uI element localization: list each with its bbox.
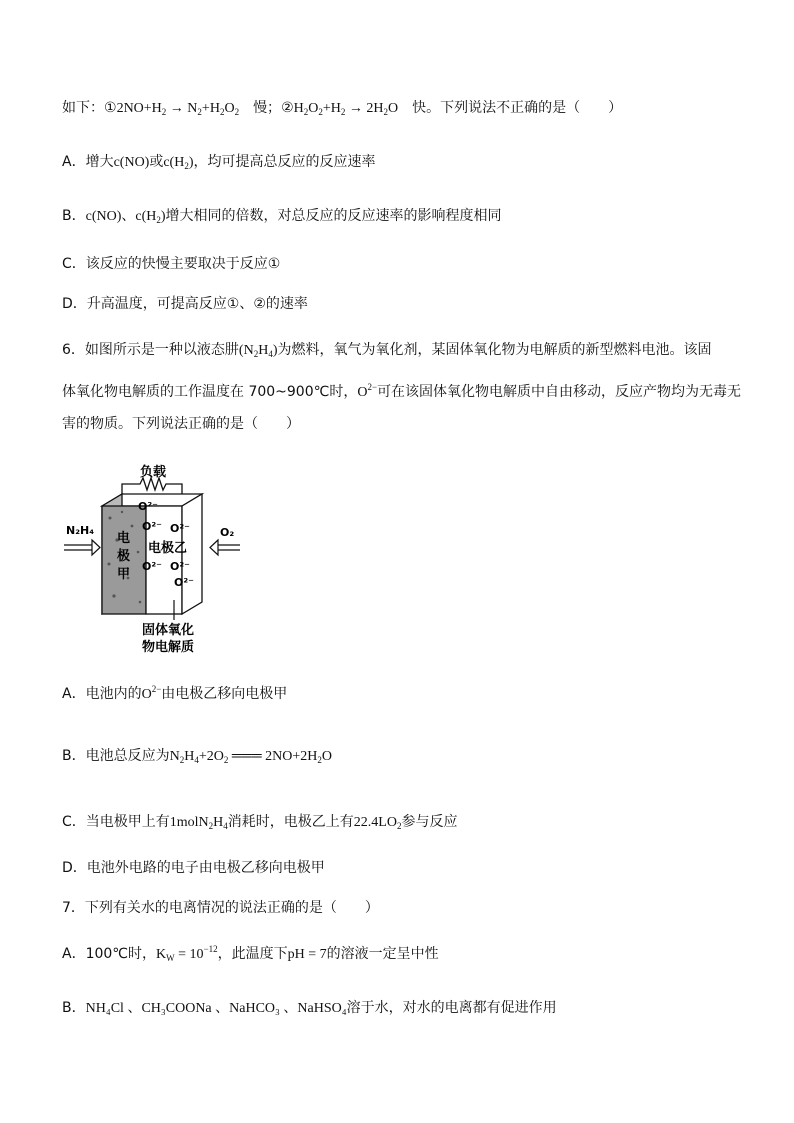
q7-a-mid: ，此温度下 <box>217 946 288 962</box>
q7-a-tail: 的溶液一定呈中性 <box>326 946 439 962</box>
oxide-ion: $O^{2-}$ <box>357 382 378 400</box>
q6-b-label: B．电池总反应为 <box>62 748 170 764</box>
reaction-1: $2NO+H_2 \to N_2+H_2O_2$ <box>116 101 240 117</box>
q6-a-ion: $O^{2-}$ <box>141 684 162 702</box>
hydrazine-formula: $(N_2H_4)$ <box>238 343 278 359</box>
q6-c-label: C．当电极甲上有 <box>62 814 170 830</box>
q5-b-sep: 、 <box>121 208 136 224</box>
q5-b-c-h2: $c(H_2)$ <box>135 209 166 225</box>
q6-option-a <box>62 684 287 705</box>
left-input-label: N₂H₄ <box>66 524 95 537</box>
circle-2: ② <box>281 100 294 116</box>
q6-line2-a: 体氧化物电解质的工作温度在 700~900℃时， <box>62 384 358 400</box>
reaction-1-speed: 慢； <box>253 100 282 116</box>
q6-c-mid: 消耗时，电极乙上有 <box>227 814 354 830</box>
q6-a-tail: 由电极乙移向电极甲 <box>161 686 288 702</box>
load-label: 负载 <box>140 465 167 480</box>
fuel-cell-diagram <box>62 460 252 655</box>
reaction-2: $H_2O_2+H_2 \to 2H_2O$ <box>293 101 399 117</box>
ion-label-1: O²⁻ <box>138 500 158 513</box>
electrode-a-char-1: 电 <box>117 531 131 546</box>
ion-label-6: O²⁻ <box>174 576 194 589</box>
q7-option-b <box>62 998 557 1019</box>
q5-b-c-no: c(NO) <box>85 209 122 224</box>
reaction-2-speed: 快。下列说法不正确的是（ ） <box>412 100 623 116</box>
right-input-label: O₂ <box>220 526 235 539</box>
q7-a-label: A．100℃时， <box>62 946 157 962</box>
q5-option-b <box>62 206 502 227</box>
ion-label-5: O²⁻ <box>170 560 190 573</box>
q5-a-c-h2: $c(H_2)$ <box>163 155 194 171</box>
circle-1: ① <box>104 100 117 116</box>
q6-line1-b: 为燃料，氧气为氧化剂，某固体氧化物为电解质的新型燃料电池。该固 <box>277 342 712 358</box>
q6-a-label: A．电池内的 <box>62 686 142 702</box>
q5-option-c: C．该反应的快慢主要取决于反应① <box>62 256 281 272</box>
q6-line2-b: 可在该固体氧化物电解质中自由移动，反应产物均为无毒无 <box>377 384 742 400</box>
q6-c-tail: 参与反应 <box>401 814 458 830</box>
q5-a-tail: ，均可提高总反应的反应速率 <box>193 154 376 170</box>
q5-a-label: A．增大 <box>62 154 114 170</box>
electrolyte-label-1: 固体氧化 <box>142 623 195 638</box>
q6-line1-a: 6．如图所示是一种以液态肼 <box>62 342 239 358</box>
ion-label-2: O²⁻ <box>142 520 162 533</box>
q7-stem: 7．下列有关水的电离情况的说法正确的是（ ） <box>62 900 379 916</box>
q5-option-d: D．升高温度，可提高反应①、②的速率 <box>62 296 308 312</box>
q6-option-d: D．电池外电路的电子由电极乙移向电极甲 <box>62 860 325 876</box>
fuel-cell-figure <box>62 460 252 655</box>
q5-a-c-no: c(NO) <box>113 155 150 170</box>
q6-c-volume: $22.4LO_2$ <box>353 815 402 831</box>
q5-b-label: B． <box>62 208 86 224</box>
q7-a-ph: pH = 7 <box>287 947 327 962</box>
q5-option-a <box>62 152 376 173</box>
q7-b-tail: 溶于水，对水的电离都有促进作用 <box>346 1000 557 1016</box>
load-resistor <box>122 478 182 494</box>
q7-b-salts: NH₄Cl 、CH₃COONa 、NaHCO₃ 、NaHSO₄ <box>85 1001 347 1016</box>
q6-c-amount: $1molN_2H_4$ <box>169 815 228 831</box>
q6-b-equation: $N_2H_4+2O_2$ ═══ $2NO+2H_2O$ <box>169 749 332 765</box>
ion-label-4: O²⁻ <box>142 560 162 573</box>
q6-option-c <box>62 812 457 833</box>
q6-stem-line-1 <box>62 340 712 361</box>
q7-a-kw: $K_W = 10^{-12}$ <box>156 944 218 963</box>
electrolyte-label-2: 物电解质 <box>142 640 195 655</box>
q7-option-a <box>62 944 439 965</box>
right-input-arrow-icon <box>210 540 240 555</box>
q5-stem <box>62 98 622 119</box>
q5-b-tail: 增大相同的倍数，对总反应的反应速率的影响程度相同 <box>165 208 502 224</box>
q6-stem-line-2 <box>62 382 741 403</box>
q6-option-b <box>62 746 332 767</box>
q5-a-or: 或 <box>149 154 164 170</box>
electrode-b-label: 电极乙 <box>148 541 188 556</box>
q7-b-label: B． <box>62 1000 86 1016</box>
electrode-a-char-3: 甲 <box>117 567 131 582</box>
q6-stem-line-3: 害的物质。下列说法正确的是（ ） <box>62 416 300 432</box>
q5-stem-prefix: 如下： <box>62 100 104 116</box>
electrode-a-char-2: 极 <box>117 549 131 564</box>
ion-label-3: O²⁻ <box>170 522 190 535</box>
left-input-arrow-icon <box>64 540 100 555</box>
